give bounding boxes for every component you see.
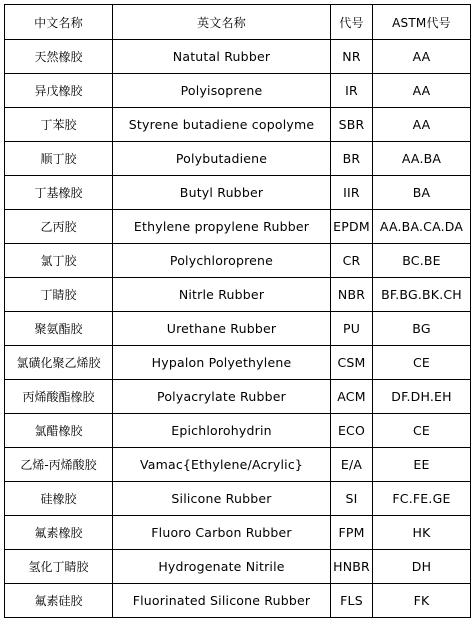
cell-astm-code: AA — [373, 108, 471, 142]
cell-chinese-name: 氯磺化聚乙烯胶 — [5, 346, 113, 380]
cell-chinese-name: 丁苯胶 — [5, 108, 113, 142]
table-row — [5, 210, 471, 244]
document-page — [4, 4, 471, 618]
cell-english-name: Polyacrylate Rubber — [113, 380, 331, 414]
cell-chinese-name: 丁睛胶 — [5, 278, 113, 312]
table-row — [5, 40, 471, 74]
cell-astm-code: CE — [373, 414, 471, 448]
cell-chinese-name: 氯丁胶 — [5, 244, 113, 278]
cell-chinese-name: 氟素硅胶 — [5, 584, 113, 618]
cell-code: CSM — [331, 346, 373, 380]
cell-code: NBR — [331, 278, 373, 312]
table-row — [5, 448, 471, 482]
cell-astm-code: FK — [373, 584, 471, 618]
table-row — [5, 380, 471, 414]
table-body — [5, 40, 471, 618]
cell-astm-code: AA — [373, 74, 471, 108]
cell-astm-code: AA.BA — [373, 142, 471, 176]
cell-chinese-name: 氯醋橡胶 — [5, 414, 113, 448]
cell-english-name: Nitrle Rubber — [113, 278, 331, 312]
cell-code: NR — [331, 40, 373, 74]
cell-astm-code: FC.FE.GE — [373, 482, 471, 516]
cell-astm-code: CE — [373, 346, 471, 380]
cell-code: SI — [331, 482, 373, 516]
cell-code: HNBR — [331, 550, 373, 584]
cell-code: ACM — [331, 380, 373, 414]
table-row — [5, 176, 471, 210]
cell-astm-code: EE — [373, 448, 471, 482]
cell-chinese-name: 天然橡胶 — [5, 40, 113, 74]
table-row — [5, 108, 471, 142]
cell-english-name: Fluorinated Silicone Rubber — [113, 584, 331, 618]
cell-english-name: Butyl Rubber — [113, 176, 331, 210]
table-row — [5, 244, 471, 278]
cell-astm-code: AA.BA.CA.DA — [373, 210, 471, 244]
cell-astm-code: DF.DH.EH — [373, 380, 471, 414]
table-row — [5, 482, 471, 516]
cell-astm-code: AA — [373, 40, 471, 74]
cell-english-name: Hydrogenate Nitrile — [113, 550, 331, 584]
cell-code: CR — [331, 244, 373, 278]
cell-chinese-name: 异戊橡胶 — [5, 74, 113, 108]
cell-code: IR — [331, 74, 373, 108]
cell-chinese-name: 乙烯-丙烯酸胶 — [5, 448, 113, 482]
cell-astm-code: HK — [373, 516, 471, 550]
cell-chinese-name: 乙丙胶 — [5, 210, 113, 244]
cell-english-name: Polybutadiene — [113, 142, 331, 176]
cell-code: FLS — [331, 584, 373, 618]
table-row — [5, 312, 471, 346]
header-code: 代号 — [331, 5, 373, 40]
cell-astm-code: BF.BG.BK.CH — [373, 278, 471, 312]
cell-chinese-name: 硅橡胶 — [5, 482, 113, 516]
cell-english-name: Natutal Rubber — [113, 40, 331, 74]
cell-chinese-name: 丁基橡胶 — [5, 176, 113, 210]
cell-english-name: Urethane Rubber — [113, 312, 331, 346]
cell-chinese-name: 顺丁胶 — [5, 142, 113, 176]
cell-code: SBR — [331, 108, 373, 142]
cell-chinese-name: 氢化丁睛胶 — [5, 550, 113, 584]
cell-english-name: Vamac{Ethylene/Acrylic} — [113, 448, 331, 482]
cell-code: EPDM — [331, 210, 373, 244]
cell-english-name: Polychloroprene — [113, 244, 331, 278]
cell-astm-code: DH — [373, 550, 471, 584]
table-row — [5, 278, 471, 312]
cell-code: FPM — [331, 516, 373, 550]
cell-code: E/A — [331, 448, 373, 482]
cell-chinese-name: 丙烯酸酯橡胶 — [5, 380, 113, 414]
cell-astm-code: BA — [373, 176, 471, 210]
table-row — [5, 516, 471, 550]
cell-code: ECO — [331, 414, 373, 448]
cell-astm-code: BC.BE — [373, 244, 471, 278]
table-row — [5, 550, 471, 584]
header-chinese-name: 中文名称 — [5, 5, 113, 40]
cell-english-name: Epichlorohydrin — [113, 414, 331, 448]
cell-english-name: Hypalon Polyethylene — [113, 346, 331, 380]
cell-english-name: Silicone Rubber — [113, 482, 331, 516]
cell-english-name: Polyisoprene — [113, 74, 331, 108]
table-row — [5, 414, 471, 448]
header-astm-code: ASTM代号 — [373, 5, 471, 40]
table-row — [5, 584, 471, 618]
rubber-codes-table — [4, 4, 471, 618]
header-english-name: 英文名称 — [113, 5, 331, 40]
table-row — [5, 74, 471, 108]
cell-english-name: Ethylene propylene Rubber — [113, 210, 331, 244]
cell-english-name: Fluoro Carbon Rubber — [113, 516, 331, 550]
table-header-row — [5, 5, 471, 40]
cell-code: BR — [331, 142, 373, 176]
table-row — [5, 142, 471, 176]
table-row — [5, 346, 471, 380]
cell-english-name: Styrene butadiene copolyme — [113, 108, 331, 142]
cell-code: IIR — [331, 176, 373, 210]
cell-chinese-name: 聚氨酯胶 — [5, 312, 113, 346]
cell-chinese-name: 氟素橡胶 — [5, 516, 113, 550]
cell-astm-code: BG — [373, 312, 471, 346]
cell-code: PU — [331, 312, 373, 346]
